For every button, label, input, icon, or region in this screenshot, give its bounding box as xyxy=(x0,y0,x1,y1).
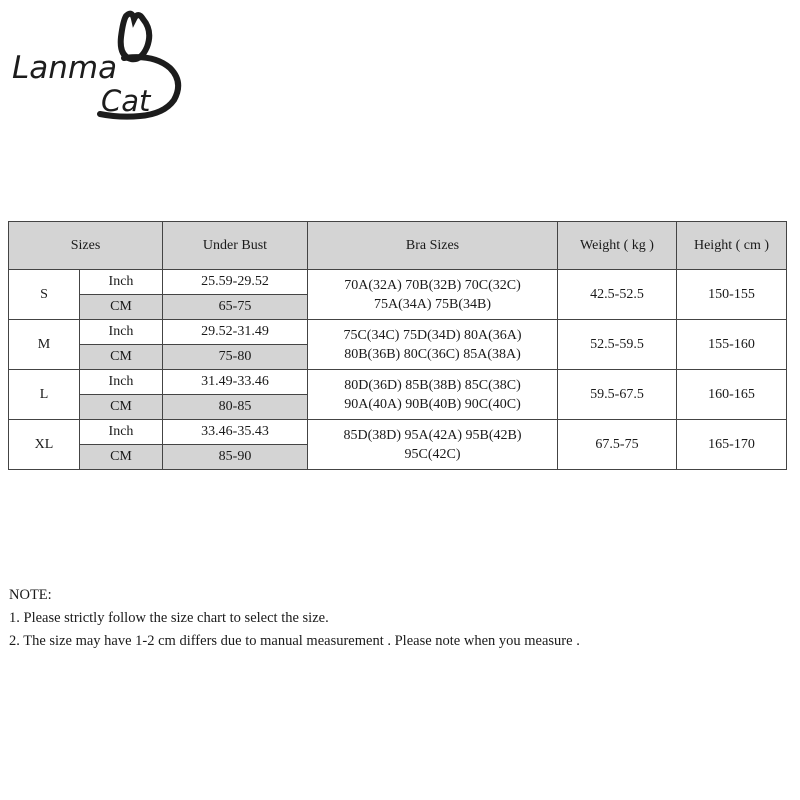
unit-label-inch: Inch xyxy=(80,370,163,395)
note-line-2: 2. The size may have 1-2 cm differs due to manual measurement . Please note when you measure . xyxy=(9,633,580,649)
table-row xyxy=(9,370,787,395)
unit-label-cm: CM xyxy=(80,445,163,470)
brand-name-line2: Cat xyxy=(101,84,151,118)
bra-sizes-line: 70A(32A) 70B(32B) 70C(32C) xyxy=(344,277,521,293)
bra-sizes-line: 90A(40A) 90B(40B) 90C(40C) xyxy=(344,396,521,412)
unit-label-inch: Inch xyxy=(80,420,163,445)
bra-sizes-line: 75C(34C) 75D(34D) 80A(36A) xyxy=(343,327,522,343)
table-row xyxy=(9,320,787,345)
under-bust-inch: 33.46-35.43 xyxy=(163,420,308,445)
unit-label-cm: CM xyxy=(80,295,163,320)
header-bra-sizes: Bra Sizes xyxy=(308,222,558,270)
header-sizes: Sizes xyxy=(9,222,163,270)
size-chart-table xyxy=(8,221,787,470)
unit-label-cm: CM xyxy=(80,345,163,370)
size-label: XL xyxy=(9,420,80,470)
weight-cell: 67.5-75 xyxy=(558,420,677,470)
note-line-1: 1. Please strictly follow the size chart to select the size. xyxy=(9,610,329,626)
height-cell: 155-160 xyxy=(677,320,787,370)
bra-sizes-cell xyxy=(308,270,558,320)
bra-sizes-line: 85D(38D) 95A(42A) 95B(42B) xyxy=(343,427,522,443)
table-header-row xyxy=(9,222,787,270)
bra-sizes-cell xyxy=(308,370,558,420)
bra-sizes-line: 95C(42C) xyxy=(404,446,461,462)
weight-cell: 59.5-67.5 xyxy=(558,370,677,420)
size-label: L xyxy=(9,370,80,420)
bra-sizes-cell xyxy=(308,420,558,470)
under-bust-cm: 75-80 xyxy=(163,345,308,370)
unit-label-cm: CM xyxy=(80,395,163,420)
header-weight: Weight ( kg ) xyxy=(558,222,677,270)
height-cell: 160-165 xyxy=(677,370,787,420)
size-label: M xyxy=(9,320,80,370)
brand-logo xyxy=(8,8,188,123)
under-bust-inch: 25.59-29.52 xyxy=(163,270,308,295)
weight-cell: 52.5-59.5 xyxy=(558,320,677,370)
under-bust-cm: 85-90 xyxy=(163,445,308,470)
header-under-bust: Under Bust xyxy=(163,222,308,270)
header-height: Height ( cm ) xyxy=(677,222,787,270)
brand-name-line1: Lanma xyxy=(12,50,118,86)
note-title: NOTE: xyxy=(9,587,52,603)
height-cell: 150-155 xyxy=(677,270,787,320)
under-bust-inch: 29.52-31.49 xyxy=(163,320,308,345)
unit-label-inch: Inch xyxy=(80,270,163,295)
table-row xyxy=(9,420,787,445)
bra-sizes-line: 75A(34A) 75B(34B) xyxy=(373,296,492,312)
note-section xyxy=(9,584,580,653)
bra-sizes-line: 80B(36B) 80C(36C) 85A(38A) xyxy=(344,346,521,362)
size-label: S xyxy=(9,270,80,320)
bra-sizes-cell xyxy=(308,320,558,370)
unit-label-inch: Inch xyxy=(80,320,163,345)
under-bust-cm: 80-85 xyxy=(163,395,308,420)
weight-cell: 42.5-52.5 xyxy=(558,270,677,320)
under-bust-inch: 31.49-33.46 xyxy=(163,370,308,395)
under-bust-cm: 65-75 xyxy=(163,295,308,320)
bra-sizes-line: 80D(36D) 85B(38B) 85C(38C) xyxy=(344,377,521,393)
table-row xyxy=(9,270,787,295)
height-cell: 165-170 xyxy=(677,420,787,470)
